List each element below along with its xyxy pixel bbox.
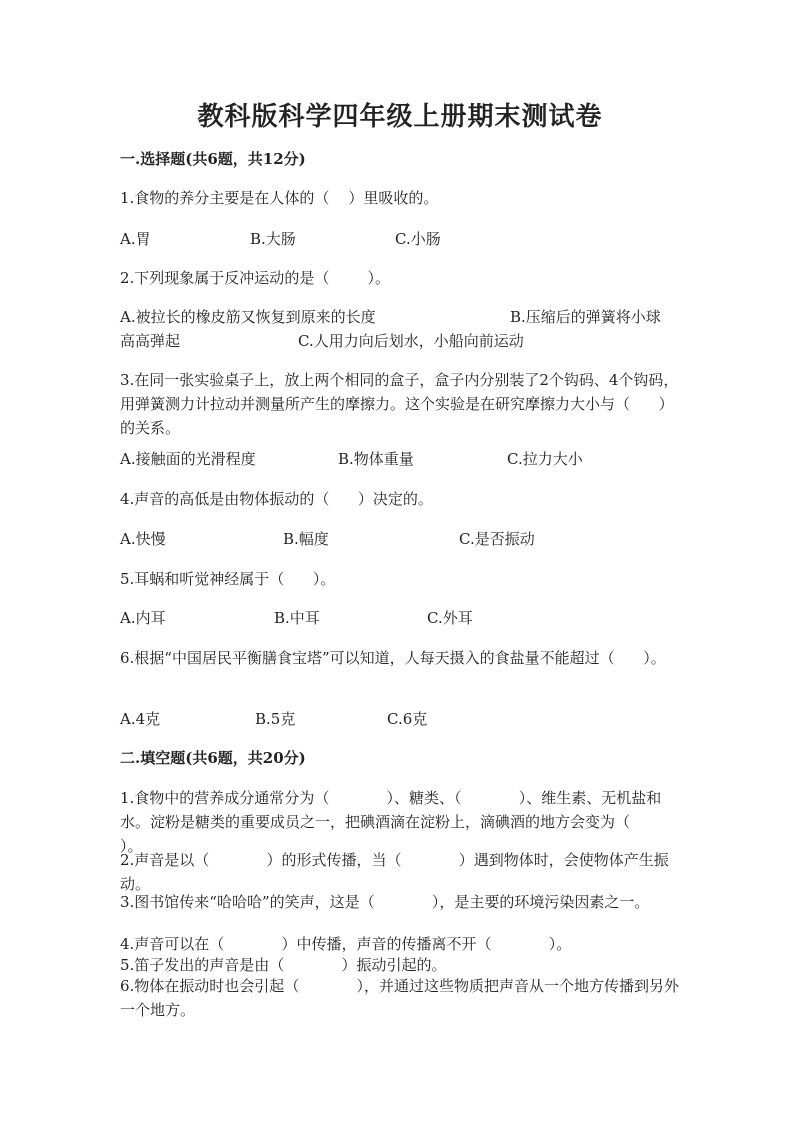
- option-c: C.是否振动: [459, 530, 535, 548]
- option-a: A.4克: [120, 710, 161, 728]
- question-stem: 2.下列现象属于反冲运动的是（ ）。: [120, 269, 390, 287]
- question-stem: 3.在同一张实验桌子上，放上两个相同的盒子，盒子内分别装了2个钩码、4个钩码，用弹簧测力计拉动并测量所产生的摩擦力。这个实验是在研究摩擦力大小与（ ）的关系。: [120, 371, 679, 437]
- option-a: A.接触面的光滑程度: [120, 450, 256, 468]
- option-b-continued: 高高弹起: [120, 332, 181, 350]
- fill-in-item: 2.声音是以（ ）的形式传播，当（ ）遇到物体时，会使物体产生振动。: [120, 851, 669, 893]
- option-a: A.胃: [120, 230, 151, 248]
- question-stem: 4.声音的高低是由物体振动的（ ）决定的。: [120, 490, 433, 508]
- option-b: B.物体重量: [338, 450, 414, 468]
- question-stem: 1.食物的养分主要是在人体的（ ）里吸收的。: [120, 189, 439, 207]
- fill-in-item: 5.笛子发出的声音是由（ ）振动引起的。: [120, 956, 447, 974]
- fill-in-item: 4.声音可以在（ ）中传播，声音的传播离不开（ ）。: [120, 935, 572, 953]
- section-heading-choice: 一.选择题(共6题，共12分): [120, 150, 306, 168]
- fill-in-item: 3.图书馆传来“哈哈哈”的笑声，这是（ ），是主要的环境污染因素之一。: [120, 893, 650, 911]
- option-b: B.中耳: [274, 609, 320, 627]
- option-c: C.小肠: [395, 230, 441, 248]
- section-heading-fill-in: 二.填空题(共6题，共20分): [120, 749, 306, 767]
- option-b: B.5克: [255, 710, 296, 728]
- page-title: 教科版科学四年级上册期末测试卷: [197, 102, 603, 132]
- option-c: C.外耳: [427, 609, 473, 627]
- option-a: A.内耳: [120, 609, 166, 627]
- option-c: C.6克: [387, 710, 428, 728]
- option-b: B.压缩后的弹簧将小球: [510, 308, 661, 326]
- fill-in-item: 6.物体在振动时也会引起（ ），并通过这些物质把声音从一个地方传播到另外一个地方。: [120, 977, 680, 1019]
- option-b: B.大肠: [250, 230, 296, 248]
- option-b: B.幅度: [283, 530, 329, 548]
- fill-in-item: 1.食物中的营养成分通常分为（ ）、糖类、（ ）、维生素、无机盐和水。淀粉是糖类的重要成员之一，把碘酒滴在淀粉上，滴碘酒的地方会变为（ ）。: [120, 789, 688, 855]
- question-stem: 6.根据“中国居民平衡膳食宝塔”可以知道，人每天摄入的食盐量不能超过（ ）。: [120, 649, 666, 667]
- question-stem: 5.耳蜗和听觉神经属于（ ）。: [120, 570, 336, 588]
- option-c: C.拉力大小: [507, 450, 583, 468]
- option-a: A.被拉长的橡皮筋又恢复到原来的长度: [120, 308, 376, 326]
- option-c: C.人用力向后划水，小船向前运动: [298, 332, 524, 350]
- option-a: A.快慢: [120, 530, 166, 548]
